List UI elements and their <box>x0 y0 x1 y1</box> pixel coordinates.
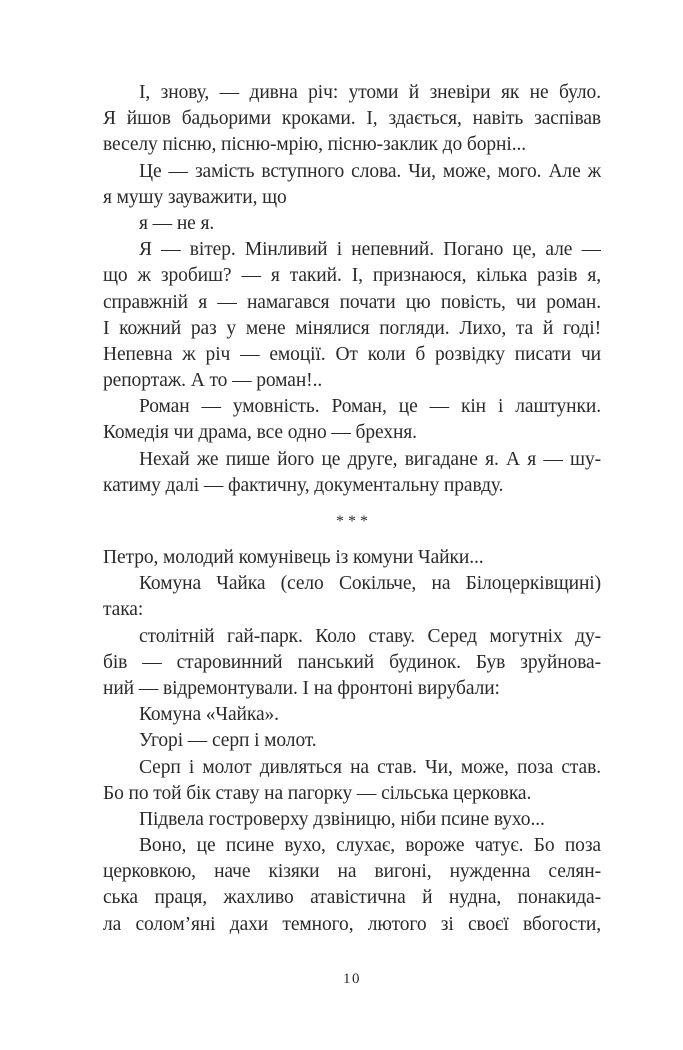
text-line: справжній я — намагався почати цю повість, чи роман. <box>103 291 601 313</box>
paragraph <box>103 702 601 728</box>
text-line: Серп і молот дивляться на став. Чи, може, поза став. <box>139 756 601 778</box>
text-line: Нехай же пише його це друге, вигадане я. А я — шу- <box>139 448 601 470</box>
paragraph <box>103 237 601 394</box>
text-line: Комуна Чайка (село Сокільче, на Білоцерківщині) <box>139 573 601 595</box>
page-number: 10 <box>343 971 361 987</box>
text-line: ська праця, жахливо атавістична й нудна, понакида- <box>103 887 601 909</box>
text-line: бів — старовинний панський будинок. Був зруйнова- <box>103 651 601 673</box>
paragraph <box>103 833 601 938</box>
paragraph <box>103 571 601 623</box>
text-block <box>103 80 601 938</box>
text-line: І кожний раз у мене мінялися погляди. Лихо, та й годі! <box>103 317 601 339</box>
text-line: Непевна ж річ — емоції. От коли б розвідку писати чи <box>103 343 601 365</box>
paragraph <box>103 447 601 499</box>
text-line: Я йшов бадьорими кроками. І, здається, навіть заспівав <box>103 108 601 130</box>
paragraph <box>103 755 601 807</box>
paragraph <box>103 545 601 571</box>
text-line: що ж зробиш? — я такий. І, признаюся, кілька разів я, <box>103 265 601 287</box>
text-line: Петро, молодий комунівець із комуни Чайки... <box>103 547 484 568</box>
text-line: церковкою, наче кізяки на вигоні, нужденна селян- <box>103 861 601 883</box>
paragraph <box>103 807 601 833</box>
paragraph <box>103 394 601 446</box>
paragraph <box>103 159 601 211</box>
text-line: Підвела гостроверху дзвіницю, ніби псине вухо... <box>139 808 545 830</box>
text-line: Комуна «Чайка». <box>139 704 279 726</box>
paragraph <box>103 728 601 754</box>
text-line: катиму далі — фактичну, документальну правду. <box>103 474 504 496</box>
text-line: я — не я. <box>139 212 215 234</box>
paragraph <box>103 624 601 703</box>
paragraph <box>103 80 601 159</box>
text-line: Я — вітер. Мінливий і непевний. Погано це, але — <box>139 239 601 261</box>
text-line: Це — замість вступного слова. Чи, може, мого. Але ж <box>139 160 601 182</box>
text-line: Комедія чи драма, все одно — брехня. <box>103 422 417 444</box>
text-line: Угорі — серп і молот. <box>139 730 317 752</box>
text-line: веселу пісню, пісню-мрію, пісню-заклик до борні... <box>103 134 527 156</box>
text-line: репортаж. А то — роман!.. <box>103 370 323 392</box>
text-line: Бо по той бік ставу на пагорку — сільська церковка. <box>103 782 532 804</box>
text-line: ний — відремонтували. І на фронтоні вирубали: <box>103 677 500 699</box>
text-line: я мушу зауважити, що <box>103 186 287 208</box>
paragraph <box>103 211 601 237</box>
section-separator: *** <box>336 513 372 530</box>
text-line: Роман — умовність. Роман, це — кін і лаштунки. <box>139 396 601 418</box>
text-line: столітній гай-парк. Коло ставу. Серед могутніх ду- <box>139 625 601 647</box>
text-line: І, знову, — дивна річ: утоми й зневіри як не було. <box>139 82 601 103</box>
text-line: ла солом’яні дахи темного, лютого зі своєї вбогости, <box>103 913 601 935</box>
text-line: така: <box>103 599 144 621</box>
text-line: Воно, це псине вухо, слухає, вороже чатує. Бо поза <box>139 835 601 857</box>
